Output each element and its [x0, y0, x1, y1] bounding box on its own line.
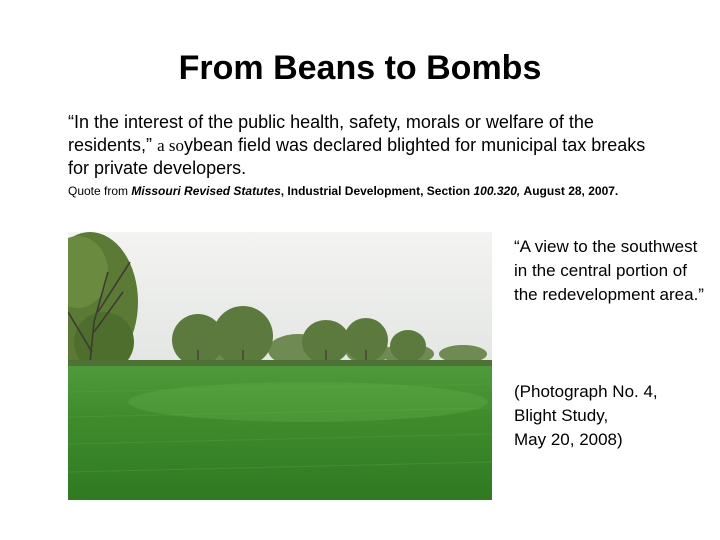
photo-credit [514, 380, 714, 452]
field-sheen [128, 382, 488, 422]
photo-caption: “A view to the southwest in the central portion of the redevelopment area.” [514, 237, 704, 304]
quote-text [68, 111, 668, 180]
citation-section: 100.320, [473, 184, 521, 198]
quote-part-3: ybean field was declared blighted for municipal tax breaks for private developers. [68, 135, 646, 178]
credit-line-3: May 20, 2008) [514, 430, 623, 449]
field-illustration [68, 232, 492, 500]
slide-title: From Beans to Bombs [178, 49, 542, 87]
citation-statute: Missouri Revised Statutes [131, 184, 281, 198]
credit-line-2: Blight Study, [514, 406, 609, 425]
quote-part-2: a so [157, 136, 184, 155]
soybean-field-photo [68, 232, 492, 500]
citation [68, 182, 708, 201]
quote-part-1: “In the interest of the public health, safety, morals or welfare of the residents,” [68, 112, 594, 155]
citation-prefix: Quote from [68, 184, 129, 198]
credit-line-1: (Photograph No. 4, [514, 382, 658, 401]
citation-date: August 28, 2007. [523, 184, 619, 198]
citation-middle: , Industrial Development, Section [280, 184, 471, 198]
